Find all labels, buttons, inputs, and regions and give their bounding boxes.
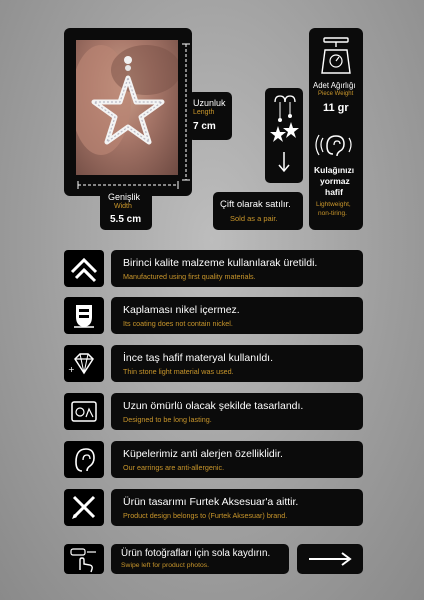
light-subtitle-2: non-tiring. [318,210,347,217]
feature-row [111,544,289,574]
feature-title: İnce taş hafif materyal kullanıldı. [123,352,273,364]
weight-subtitle: Piece Weight [318,91,354,97]
product-photo [76,40,178,175]
feature-row [111,441,363,478]
width-subtitle: Width [114,203,132,210]
width-title: Genişlik [108,192,141,202]
arrow-right-icon [297,544,363,574]
feature-icon-box [64,345,104,382]
scale-icon [309,36,363,80]
feature-title: Küpelerimiz anti alerjen özellikli̇dir. [123,448,283,460]
feature-subtitle: Its coating does not contain nickel. [123,319,233,328]
feature-row [111,393,363,430]
weight-title: Adet Ağırlığı [313,81,356,90]
feature-icon-box [64,393,104,430]
feature-subtitle: Designed to be long lasting. [123,415,212,424]
durable-icon [64,393,104,430]
length-value: 7 cm [193,121,216,132]
svg-text:+: + [68,365,75,374]
weight-card [309,28,363,230]
swipe-arrow-button[interactable] [297,544,363,574]
width-label [100,188,152,230]
feature-subtitle: Thin stone light material was used. [123,367,234,376]
design-tools-icon [64,489,104,526]
feature-row [111,489,363,526]
width-value: 5.5 cm [110,214,142,225]
ear-sound-icon [309,128,363,162]
length-subtitle: Length [193,109,215,116]
light-title-3: hafif [325,187,343,197]
earring-pair-icon [265,88,303,183]
ear-icon [64,441,104,478]
feature-subtitle: Product design belongs to (Furtek Aksesuar) brand. [123,511,288,520]
feature-subtitle: Our earrings are anti-allergenic. [123,463,225,472]
swipe-icon [64,544,104,574]
feature-row [111,250,363,287]
feature-icon-box [64,489,104,526]
light-title-1: Kulağınızı [314,165,355,175]
pair-title: Çift olarak satılır. [220,199,291,210]
star-earring-illustration [76,40,178,175]
feature-subtitle: Manufactured using first quality materials. [123,272,256,281]
pair-icon-card [265,88,303,183]
feature-title: Ürün tasarımı Furtek Aksesuar'a aittir. [123,496,299,508]
feature-title: Kaplaması nikel içermez. [123,304,240,316]
feature-icon-box [64,250,104,287]
feature-icon-box [64,441,104,478]
feature-icon-box [64,544,104,574]
weight-value: 11 gr [323,102,349,114]
feature-icon-box [64,297,104,334]
length-label [188,92,232,140]
diamond-icon [64,345,104,382]
length-title: Uzunluk [193,98,226,108]
nickel-free-icon [64,297,104,334]
feature-title: Ürün fotoğrafları için sola kaydırın. [121,548,271,559]
feature-title: Birinci kalite malzeme kullanılarak üretildi. [123,257,318,269]
light-title-2: yormaz [320,176,350,186]
feature-title: Uzun ömürlü olacak şekilde tasarlandı. [123,400,304,412]
quality-icon [64,250,104,287]
feature-row [111,345,363,382]
light-subtitle-1: Lightweight, [316,201,351,208]
feature-row [111,297,363,334]
pair-label [213,192,303,230]
pair-subtitle: Sold as a pair. [230,214,278,223]
feature-subtitle: Swipe left for product photos. [121,562,210,569]
